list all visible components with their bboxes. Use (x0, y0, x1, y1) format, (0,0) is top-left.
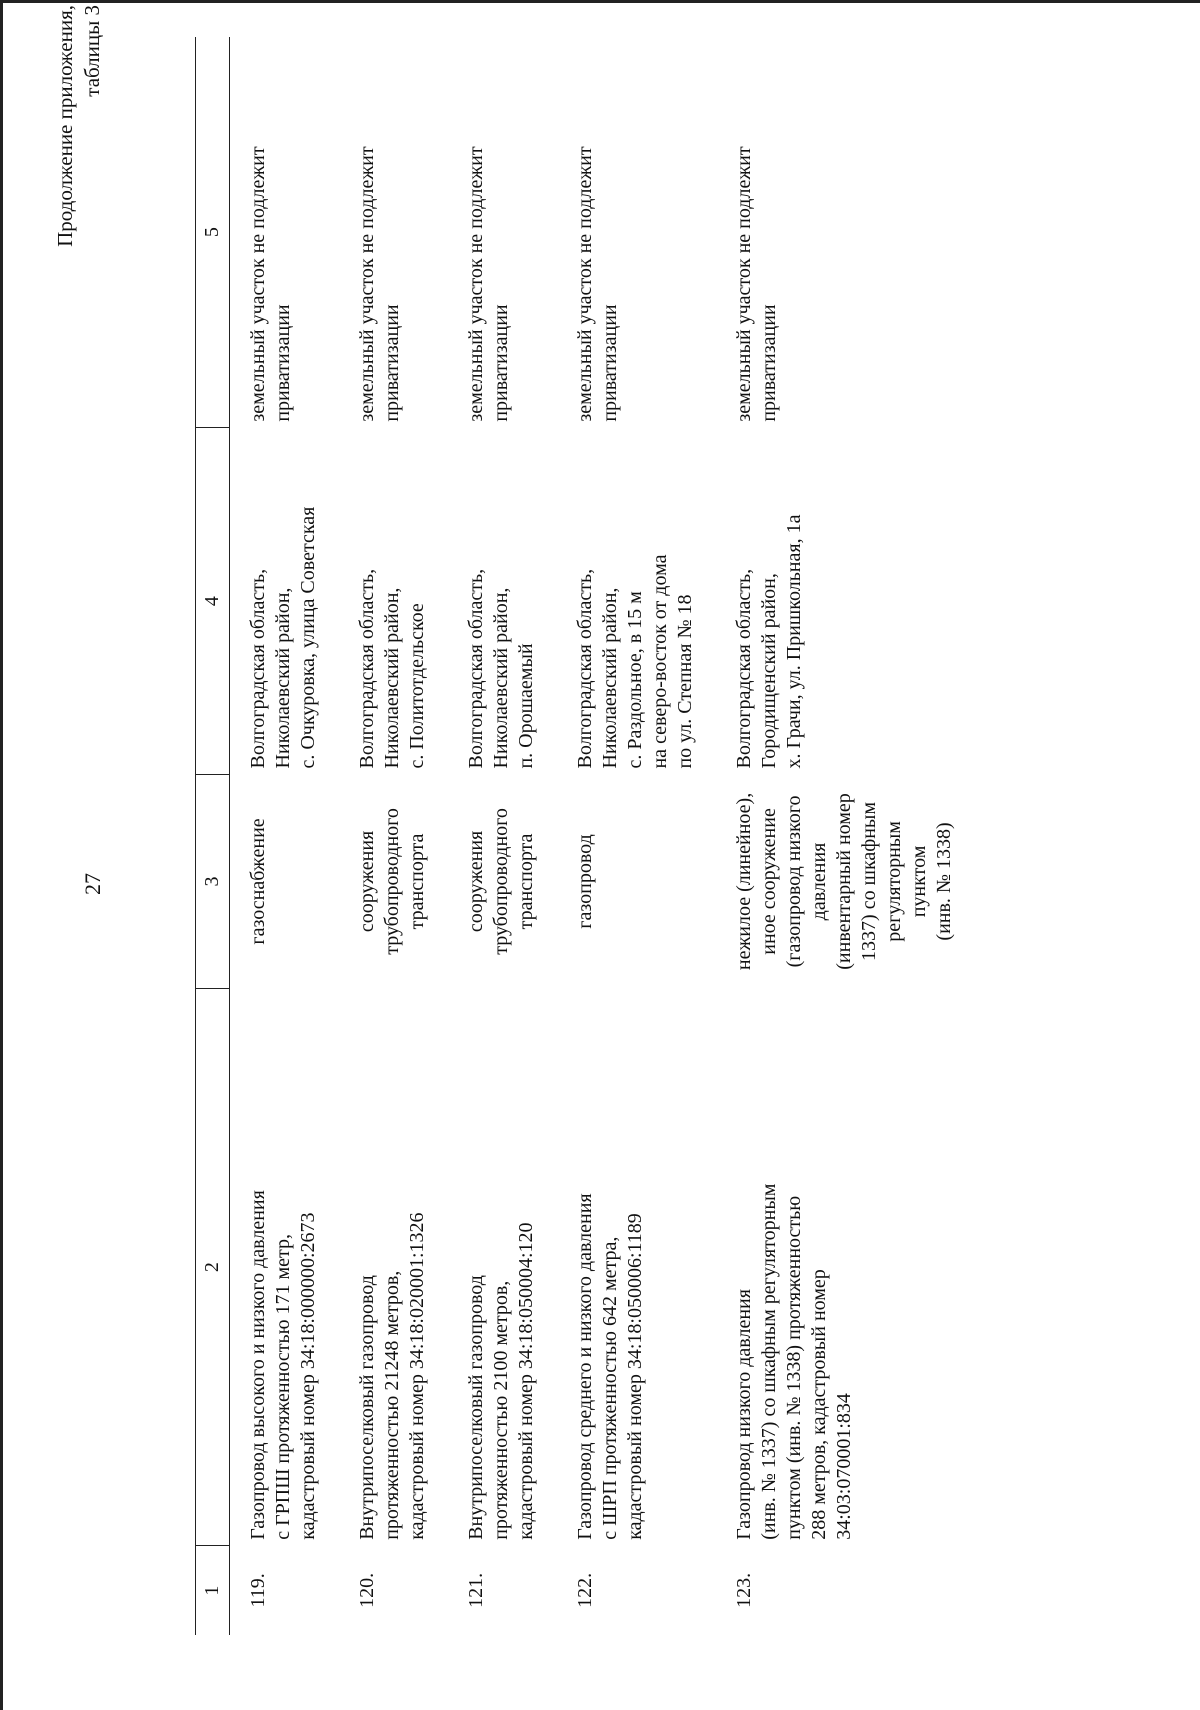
row-number: 121. (465, 1572, 487, 1608)
object-note: земельный участок не подлежит приватизации (247, 146, 294, 422)
object-note: земельный участок не подлежит приватизации (574, 146, 621, 422)
object-name: Внутрипоселковый газопровод протяженностью 21248 метров, кадастровый номер 34:18:020001:1326 (356, 1212, 428, 1540)
object-name: Газопровод низкого давления (инв. № 1337) со шкафным регуляторным пунктом (инв. № 1338) протяженностью 288 метров, кадастровый номер 34:03:070001:834 (733, 1183, 855, 1540)
object-note: земельный участок не подлежит приватизации (356, 146, 403, 422)
object-purpose: газопровод (574, 834, 596, 929)
object-purpose: газоснабжение (247, 818, 269, 945)
row-number: 119. (247, 1573, 269, 1608)
object-note: земельный участок не подлежит приватизации (465, 146, 512, 422)
page-number: 27 (80, 873, 105, 895)
column-number-row (196, 37, 230, 1635)
table-row (448, 37, 557, 1635)
column-header-3: 3 (196, 775, 230, 989)
column-header-1: 1 (196, 1546, 230, 1635)
object-address: Волгоградская область, Николаевский район, с. Очкуровка, улица Советская (247, 506, 319, 769)
object-note: земельный участок не подлежит приватизации (733, 146, 780, 422)
table-row (230, 37, 340, 1635)
table-row (716, 37, 975, 1635)
object-address: Волгоградская область, Николаевский район, с. Политотдельское (356, 568, 428, 769)
object-purpose: нежилое (линейное), иное сооружение (газопровод низкого давления (инвентарный номер 1337) со шкафным регуляторным пунктом (инв. № 1338) (733, 792, 955, 971)
object-address: Волгоградская область, Николаевский район, п. Орошаемый (465, 568, 537, 769)
object-address: Волгоградская область, Николаевский район, с. Раздольное, в 15 м на северо-восток от дома по ул. Степная № 18 (574, 554, 696, 769)
object-name: Газопровод среднего и низкого давления с ШРП протяженностью 642 метра, кадастровый номер 34:18:050006:1189 (574, 1193, 646, 1540)
property-register-table (195, 37, 975, 1635)
table-row (339, 37, 448, 1635)
object-purpose: сооружения трубопроводного транспорта (465, 808, 537, 955)
row-number: 120. (356, 1572, 378, 1608)
object-address: Волгоградская область, Городищенский район, х. Грачи, ул. Пришкольная, 1а (733, 514, 805, 769)
column-header-2: 2 (196, 988, 230, 1545)
continuation-title: Продолжение приложения, таблицы 3 (53, 5, 104, 247)
object-purpose: сооружения трубопроводного транспорта (356, 808, 428, 955)
row-number: 123. (733, 1572, 755, 1608)
column-header-5: 5 (196, 37, 230, 428)
row-number: 122. (574, 1572, 596, 1608)
object-name: Газопровод высокого и низкого давления с ГРПШ протяженностью 171 метр, кадастровый номер 34:18:000000:2673 (247, 1190, 319, 1540)
column-header-4: 4 (196, 428, 230, 775)
table-row (557, 37, 716, 1635)
object-name: Внутрипоселковый газопровод протяженностью 2100 метров, кадастровый номер 34:18:050004:120 (465, 1222, 537, 1540)
